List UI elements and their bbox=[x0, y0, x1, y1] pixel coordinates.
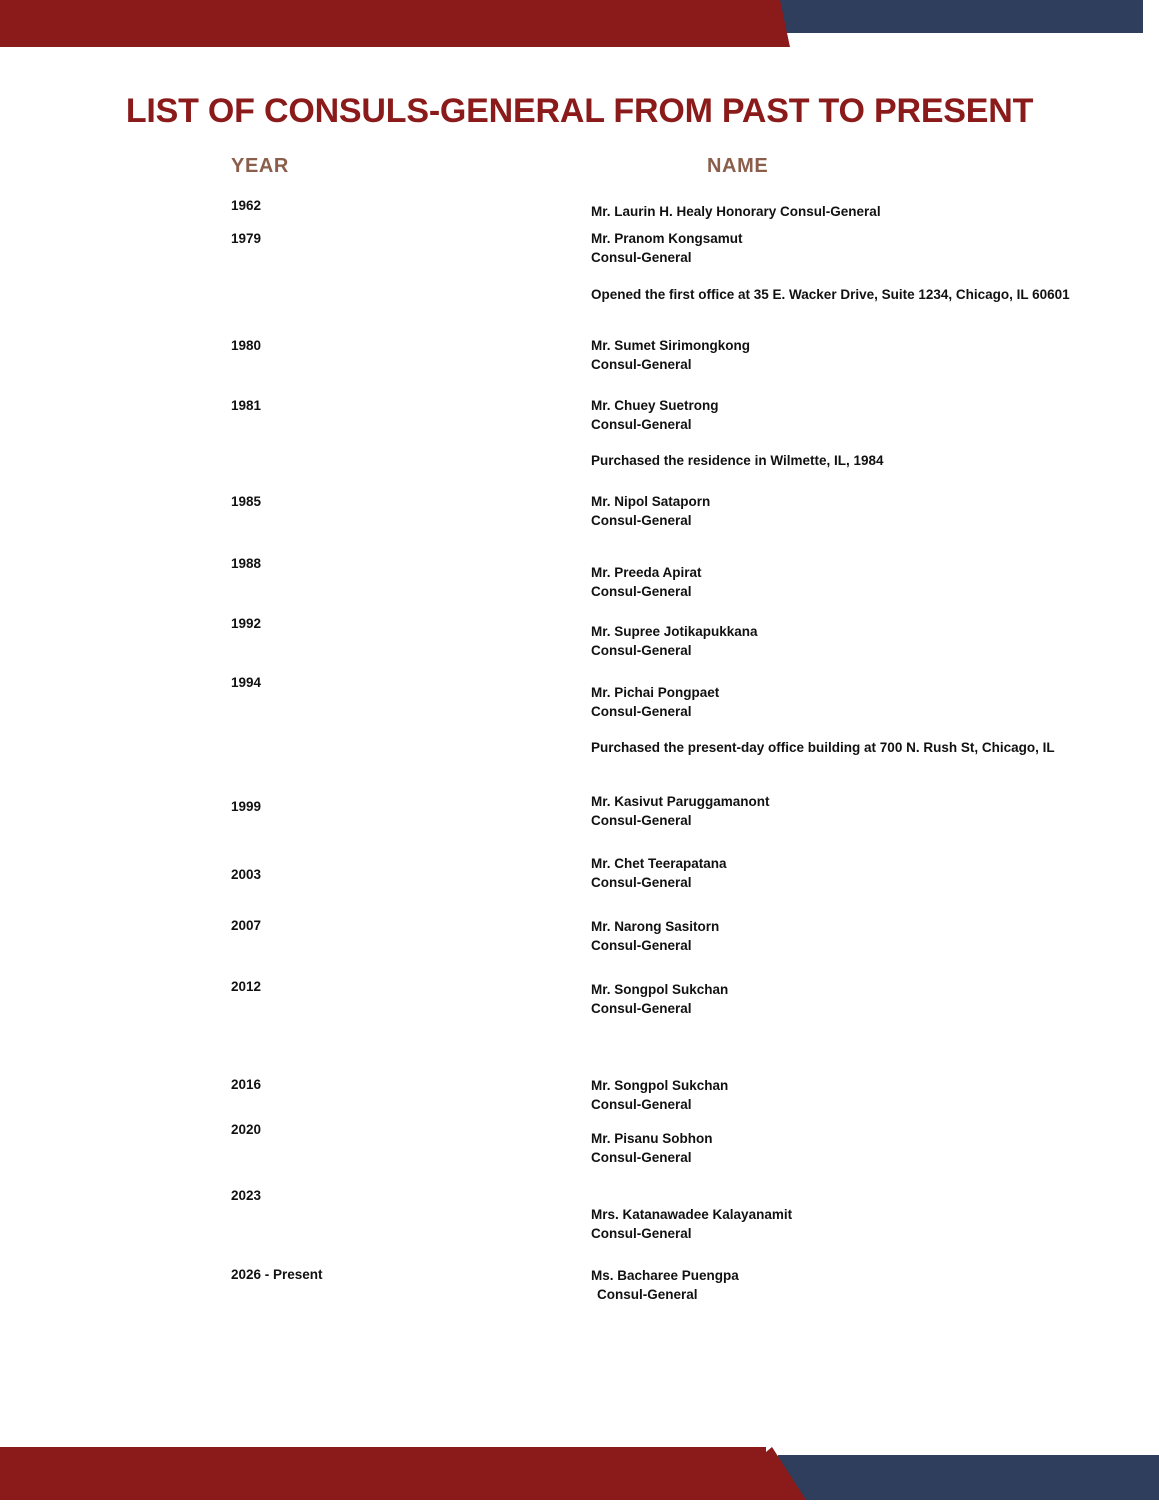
person-name: Mr. Chet Teerapatana bbox=[591, 856, 727, 871]
name-cell bbox=[591, 1205, 1081, 1243]
person-title: Consul-General bbox=[591, 938, 692, 954]
name-cell bbox=[591, 202, 1081, 221]
year-cell: 2007 bbox=[231, 918, 262, 933]
name-cell bbox=[591, 1076, 1081, 1114]
name-cell bbox=[591, 622, 1081, 660]
year-cell: 2003 bbox=[231, 867, 262, 882]
person-title: Consul-General bbox=[591, 417, 692, 433]
bottom-banner-red-shape bbox=[0, 1447, 806, 1500]
person-title: Consul-General bbox=[597, 1287, 698, 1303]
person-name: Ms. Bacharee Puengpa bbox=[591, 1268, 739, 1283]
name-cell bbox=[591, 854, 1081, 892]
year-cell: 1985 bbox=[231, 494, 262, 509]
person-name: Mr. Songpol Sukchan bbox=[591, 982, 729, 997]
name-cell bbox=[591, 396, 1081, 434]
person-name: Mr. Pichai Pongpaet bbox=[591, 685, 720, 700]
name-cell bbox=[591, 1129, 1081, 1167]
person-name: Mr. Sumet Sirimongkong bbox=[591, 338, 751, 353]
year-cell: 2012 bbox=[231, 979, 262, 994]
year-cell: 1994 bbox=[231, 675, 262, 690]
year-cell: 1988 bbox=[231, 556, 262, 571]
person-title: Consul-General bbox=[591, 1001, 692, 1017]
column-header-name: NAME bbox=[707, 155, 769, 177]
person-title: Consul-General bbox=[591, 584, 692, 600]
page-title: LIST OF CONSULS-GENERAL FROM PAST TO PRESENT bbox=[125, 92, 1034, 130]
person-title: Consul-General bbox=[591, 357, 692, 373]
year-cell: 2023 bbox=[231, 1188, 262, 1203]
name-cell bbox=[591, 563, 1081, 601]
name-cell bbox=[591, 792, 1081, 830]
name-cell bbox=[591, 917, 1081, 955]
year-cell: 1979 bbox=[231, 231, 262, 246]
year-cell: 1981 bbox=[231, 398, 262, 413]
person-title: Consul-General bbox=[591, 813, 692, 829]
name-cell bbox=[591, 492, 1081, 530]
person-name: Mr. Songpol Sukchan bbox=[591, 1078, 729, 1093]
person-title: Consul-General bbox=[591, 643, 692, 659]
bottom-banner bbox=[0, 1430, 1159, 1500]
person-name: Mr. Chuey Suetrong bbox=[591, 398, 719, 413]
year-cell: 2026 - Present bbox=[231, 1267, 323, 1282]
person-name: Mrs. Katanawadee Kalayanamit bbox=[591, 1207, 793, 1222]
person-title: Consul-General bbox=[591, 1150, 692, 1166]
person-title: Consul-General bbox=[591, 250, 692, 266]
year-cell: 1980 bbox=[231, 338, 262, 353]
year-cell: 1962 bbox=[231, 198, 262, 213]
year-cell: 2016 bbox=[231, 1077, 262, 1092]
person-name: Mr. Supree Jotikapukkana bbox=[591, 624, 758, 639]
person-title: Consul-General bbox=[591, 1097, 692, 1113]
person-name: Mr. Nipol Sataporn bbox=[591, 494, 711, 509]
name-cell bbox=[591, 1266, 1081, 1304]
milestone-note: Purchased the residence in Wilmette, IL, 1984 bbox=[591, 453, 884, 468]
year-cell: 2020 bbox=[231, 1122, 262, 1137]
person-name: Mr. Narong Sasitorn bbox=[591, 919, 720, 934]
person-name: Mr. Pranom Kongsamut bbox=[591, 231, 743, 246]
name-cell bbox=[591, 336, 1081, 374]
person-name: Mr. Pisanu Sobhon bbox=[591, 1131, 713, 1146]
milestone-note: Opened the first office at 35 E. Wacker Drive, Suite 1234, Chicago, IL 60601 bbox=[591, 287, 1070, 302]
person-title: Consul-General bbox=[591, 1226, 692, 1242]
person-title: Consul-General bbox=[591, 513, 692, 529]
person-title: Consul-General bbox=[591, 875, 692, 891]
bottom-banner-navy-shape bbox=[778, 1455, 1159, 1500]
milestone-note: Purchased the present-day office building at 700 N. Rush St, Chicago, IL bbox=[591, 740, 1055, 755]
column-header-year: YEAR bbox=[231, 155, 289, 177]
name-cell bbox=[591, 683, 1081, 721]
name-cell bbox=[591, 229, 1081, 267]
person-name: Mr. Kasivut Paruggamanont bbox=[591, 794, 770, 809]
year-cell: 1992 bbox=[231, 616, 262, 631]
bottom-banner-shapes bbox=[0, 1430, 1159, 1500]
name-cell bbox=[591, 980, 1081, 1018]
person-name: Mr. Laurin H. Healy Honorary Consul-General bbox=[591, 204, 881, 219]
year-cell: 1999 bbox=[231, 799, 262, 814]
person-title: Consul-General bbox=[591, 704, 692, 720]
person-name: Mr. Preeda Apirat bbox=[591, 565, 702, 580]
